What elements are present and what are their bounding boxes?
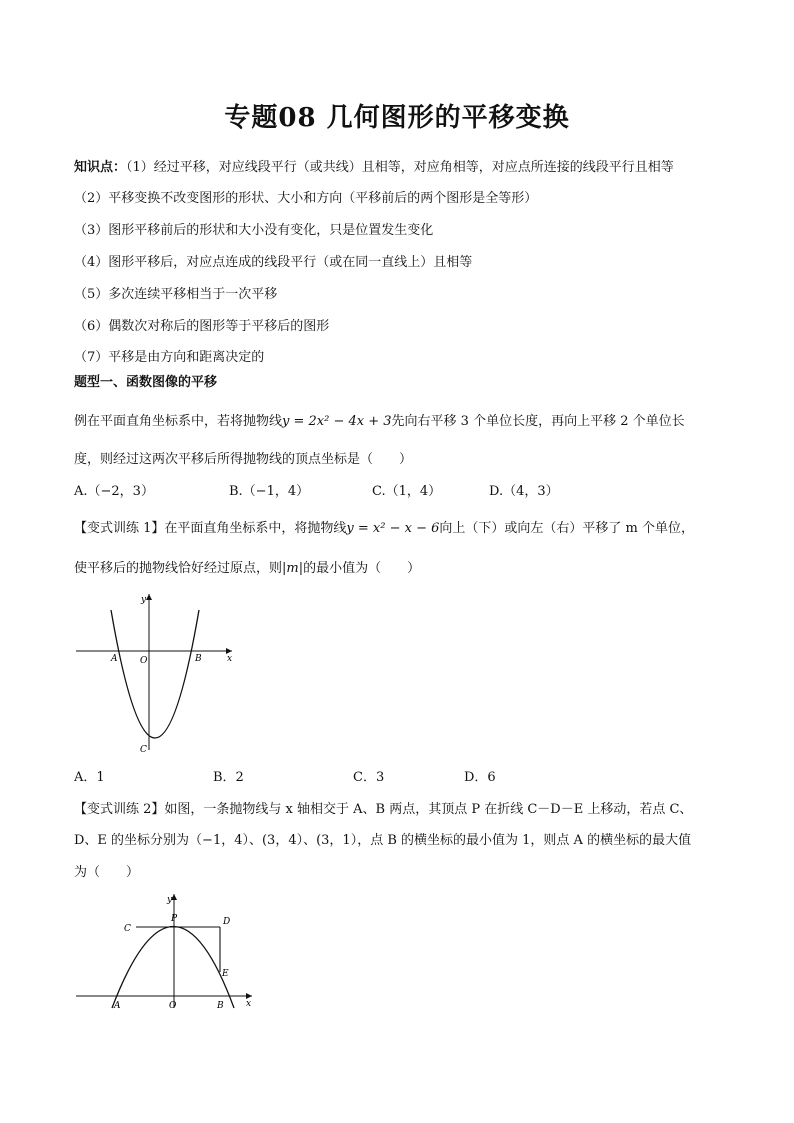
point-b-label: B [195,654,202,664]
point-a-label: A [114,1001,121,1011]
origin-label: O [140,656,148,666]
train1-text-a: 【变式训练 1】在平面直角坐标系中，将抛物线 [74,521,347,536]
x-axis-label: x [246,999,252,1009]
point-c-label: C [124,924,131,934]
point-b-label: B [217,1001,224,1011]
y-axis-arrow [146,594,152,600]
knowledge-point-3: （3）图形平移前后的形状和大小没有变化，只是位置发生变化 [74,223,434,238]
origin-label: O [169,1001,177,1011]
y-axis-label: y [141,595,147,605]
train1-option-a: A．1 [74,770,105,785]
point-c-label: C [140,745,147,755]
train1-options [74,766,496,785]
train2-line-2: D、E 的坐标分别为（−1，4）、(3，4）、(3，1），点 B 的横坐标的最小值为 1，则点 A 的横坐标的最大值 [74,833,692,848]
point-d-label: D [223,917,231,927]
example-line-1 [74,410,685,429]
train1-text-b: 向上（下）或向左（右）平移了 m 个单位， [439,521,694,536]
train1-formula: y = x² − x − 6 [346,521,440,536]
knowledge-point-4: （4）图形平移后，对应点连成的线段平行（或在同一直线上）且相等 [74,255,473,270]
train1-line-1 [74,517,694,536]
example-option-c: C.（1，4） [372,484,442,499]
example-text-a: 例在平面直角坐标系中，若将抛物线 [74,414,283,429]
x-axis-label: x [227,654,233,664]
train2-line-3: 为（ ） [74,865,140,880]
knowledge-point-5: （5）多次连续平移相当于一次平移 [74,287,278,302]
train2-parabola-figure [74,890,264,1015]
knowledge-point-1: （1）经过平移，对应线段平行（或共线）且相等，对应角相等，对应点所连接的线段平行且相等 [126,160,674,175]
example-option-a: A.（−2，3） [74,484,154,499]
train1-line2-a: 使平移后的抛物线恰好经过原点，则 [74,561,283,576]
knowledge-label: 知识点： [74,160,127,175]
train1-line2-b: 的最小值为（ ） [303,561,421,576]
knowledge-point-6: （6）偶数次对称后的图形等于平移后的图形 [74,319,330,334]
train2-line-1: 【变式训练 2】如图，一条抛物线与 x 轴相交于 A、B 两点，其顶点 P 在折线 C－D－E 上移动，若点 C、 [74,802,693,817]
example-text-b: 先向右平移 3 个单位长度，再向上平移 2 个单位长 [391,414,685,429]
parabola-curve [111,610,199,738]
train1-option-b: B．2 [213,770,244,785]
example-formula: y = 2x² − 4x + 3 [282,414,392,429]
point-p-label: P [171,914,178,924]
example-option-b: B.（−1，4） [229,484,310,499]
knowledge-point-7: （7）平移是由方向和距离决定的 [74,350,265,365]
knowledge-line-1 [74,156,674,175]
example-options [74,480,559,499]
train1-option-d: D．6 [464,770,496,785]
point-a-label: A [111,654,118,664]
example-line-2: 度，则经过这两次平移后所得抛物线的顶点坐标是（ ） [74,452,413,467]
page-title: 专题08 几何图形的平移变换 [224,103,570,133]
section-heading: 题型一、函数图像的平移 [74,375,218,390]
point-e-label: E [222,969,229,979]
knowledge-point-2: （2）平移变换不改变图形的形状、大小和方向（平移前后的两个图形是全等形） [74,191,538,206]
train1-option-c: C．3 [353,770,385,785]
train1-line-2 [74,557,420,576]
train1-formula-abs-m: |m| [282,561,304,576]
train1-parabola-figure [74,590,244,760]
y-axis-label: y [167,895,173,905]
example-option-d: D.（4，3） [489,484,559,499]
